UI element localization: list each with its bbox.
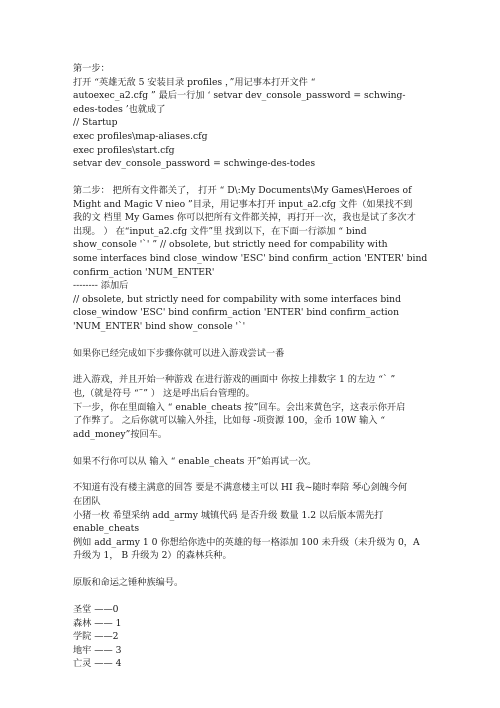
step2-line: 第二步： 把所有文件都关了， 打开 “ D\:My Documents\My Games\Heroes of xyxy=(73,184,412,196)
step2-line: close_window 'ESC' bind confirm_action 'ENTER' bind confirm_action xyxy=(73,307,399,319)
play-section xyxy=(73,373,480,441)
step2-section xyxy=(73,184,480,334)
step1-line: // Startup xyxy=(73,117,118,129)
play-line: 进入游戏，并且开始一种游戏 在进行游戏的画面中 你按上排数字 1 的左边 “` ” xyxy=(73,374,396,386)
spacer xyxy=(73,563,480,576)
play-line: 了作弊了。 之后你就可以输入外挂，比如每 -项资源 100，金币 10W 输入 “ xyxy=(73,415,386,427)
army-line: 在团队 xyxy=(73,495,101,507)
step2-line: 出现。 ） 在“input_a2.cfg 文件”里 找到以下，在下面一行添加 “ bind xyxy=(73,225,367,237)
army-section xyxy=(73,481,480,563)
spacer xyxy=(73,360,480,373)
spacer xyxy=(73,171,480,184)
faction-item: 亡灵 —— 4 xyxy=(73,658,122,670)
faction-item: 圣堂 ——0 xyxy=(73,603,119,615)
step1-heading: 第一步： xyxy=(73,63,110,74)
step1-line: exec profiles\map-aliases.cfg xyxy=(73,130,208,142)
army-line: 小猪一枚 希望采纳 add_army 城镇代码 是否升级 数量 1.2 以后版本需先打 xyxy=(73,509,384,521)
army-line: 不知道有没有楼主满意的回答 要是不满意楼主可以 HI 我~随时奉陪 琴心剑魄今何 xyxy=(73,482,408,494)
play-line: 下一步，你在里面输入 “ enable_cheats 按”回车。会出来黄色字，这表示你开启 xyxy=(73,401,406,413)
step1-line: edes-todes ’也就成了 xyxy=(73,103,166,115)
step1-section xyxy=(73,62,480,171)
play-line: add_money”按回车。 xyxy=(73,428,168,440)
factions-list xyxy=(73,603,480,671)
factions-title: 原版和命运之锤种族编号。 xyxy=(73,577,184,589)
faction-item: 森林 —— 1 xyxy=(73,617,122,629)
spacer xyxy=(73,590,480,603)
step1-line: exec profiles\start.cfg xyxy=(73,144,175,156)
army-line: enable_cheats xyxy=(73,523,140,535)
army-line: 例如 add_army 1 0 你想给你选中的英雄的每一格添加 100 未升级（未升级为 0，A xyxy=(73,536,420,548)
step2-line: -------- 添加后 xyxy=(73,280,129,292)
retry-paragraph: 如果不行你可以从 输入 “ enable_cheats 开”始再试一次。 xyxy=(73,455,317,467)
step1-line: autoexec_a2.cfg ” 最后一行加 ‘ setvar dev_console_password = schwing- xyxy=(73,90,406,102)
step1-line: setvar dev_console_password = schwinge-des-todes xyxy=(73,158,316,170)
spacer xyxy=(73,441,480,454)
step1-line: 打开 “英雄无敌 5 安装目录 profiles ，”用记事本打开文件 “ xyxy=(73,76,316,88)
intro-paragraph: 如果你已经完成如下步骤你就可以进入游戏尝试一番 xyxy=(73,347,285,359)
step2-line: some interfaces bind close_window 'ESC' bind confirm_action 'ENTER' bind xyxy=(73,252,428,264)
step2-line: // obsolete, but strictly need for compability with some interfaces bind xyxy=(73,293,401,305)
spacer xyxy=(73,333,480,346)
spacer xyxy=(73,468,480,481)
faction-item: 学院 ——2 xyxy=(73,631,119,643)
step2-line: show_console '`' ” // obsolete, but strictly need for compability with xyxy=(73,239,388,251)
faction-item: 地牢 —— 3 xyxy=(73,644,122,656)
step2-line: 'NUM_ENTER' bind show_console '`' xyxy=(73,320,246,332)
step2-line: Might and Magic V nieo ”目录，用记事本打开 input_a2.cfg 文件（如果找不到 xyxy=(73,198,413,210)
play-line: 也,（就是符号 “˜” ） 这是呼出后台管理的。 xyxy=(73,388,255,400)
step2-line: 我的文 档里 My Games 你可以把所有文件都关掉，再打开一次，我也是试了多次才 xyxy=(73,212,416,224)
step2-line: confirm_action 'NUM_ENTER' xyxy=(73,266,215,278)
army-line: 升级为 1， B 升级为 2）的森林兵种。 xyxy=(73,550,232,562)
